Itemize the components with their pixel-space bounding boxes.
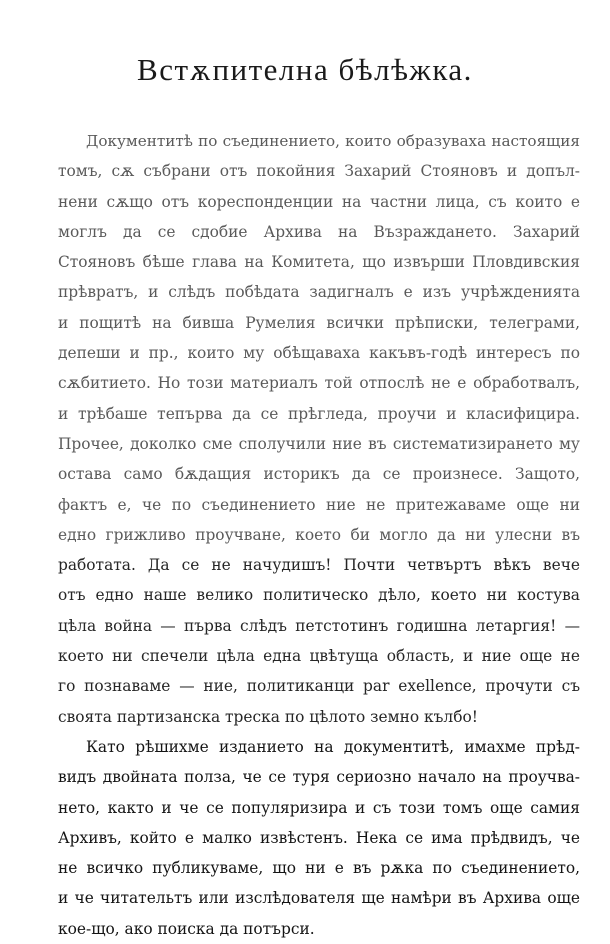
text-line: и че читательтъ или изслѣдователя ще намѣри въ Архива още — [58, 889, 580, 908]
text-line: едно грижливо проучване, което би могло да ни улесни въ — [58, 525, 580, 544]
text-line: работата. Да се не начудишъ! Почти четвъртъ вѣкъ вече — [58, 556, 580, 575]
text-line: фактъ е, че по съединението ние не притежаваме още ни — [58, 495, 580, 514]
text-line: и пощитѣ на бивша Румелия всички прѣписки, телеграми, — [58, 313, 580, 332]
body-text — [58, 126, 580, 944]
paragraph-1 — [58, 126, 580, 732]
text-line: нето, както и че се популяризира и съ този томъ още самия — [58, 798, 580, 817]
text-line: Като рѣшихме изданието на документитѣ, имахме прѣд- — [86, 737, 580, 756]
text-line: отъ едно наше велико политическо дѣло, което ни костува — [58, 586, 580, 605]
text-line: нени сѫщо отъ кореспонденции на частни лица, съ които е — [58, 192, 580, 211]
page-title: Встѫпителна бѣлѣжка. — [137, 52, 473, 87]
text-line: видъ двойната полза, че се туря сериозно начало на проучва- — [58, 768, 580, 787]
text-line: депеши и пр., които му обѣщаваха какъвъ-годѣ интересъ по — [58, 344, 580, 363]
text-line: Прочее, доколко сме сполучили ние въ систематизирането му — [58, 434, 580, 453]
text-line: Документитѣ по съединението, които образуваха настоящия — [86, 132, 580, 150]
text-line: което ни спечели цѣла една цвѣтуща область, и ние още не — [58, 647, 580, 666]
text-line: цѣла война — първа слѣдъ петстотинъ годишна летаргия! — — [58, 616, 580, 635]
text-line: прѣвратъ, и слѣдъ побѣдата задигналъ е изъ учрѣжденията — [58, 283, 580, 302]
text-line: остава само бѫдащия историкъ да се произнесе. Защото, — [58, 465, 580, 484]
text-line: не всичко публикуваме, що ни е въ рѫка по съединението, — [58, 859, 580, 878]
text-line: моглъ да се сдобие Архива на Възраждането. Захарий — [58, 222, 580, 241]
text-line: Стояновъ бѣше глава на Комитета, що извърши Пловдивския — [58, 253, 580, 272]
text-line: и трѣбаше тепърва да се прѣгледа, проучи и класифицира. — [58, 404, 580, 423]
text-line: своята партизанска треска по цѣлото земно кълбо! — [58, 707, 478, 726]
text-line: томъ, сѫ събрани отъ покойния Захарий Стояновъ и допъл- — [58, 162, 580, 181]
text-line: го познаваме — ние, политиканци par exellence, прочути съ — [58, 677, 580, 696]
text-line: сѫбитието. Но този материалъ той отпослѣ не е обработвалъ, — [58, 374, 580, 393]
paragraph-2 — [58, 732, 580, 944]
text-line: кое-що, ако поиска да потърси. — [58, 919, 315, 938]
text-line: Архивъ, който е малко извѣстенъ. Нека се има прѣдвидъ, че — [58, 828, 580, 847]
